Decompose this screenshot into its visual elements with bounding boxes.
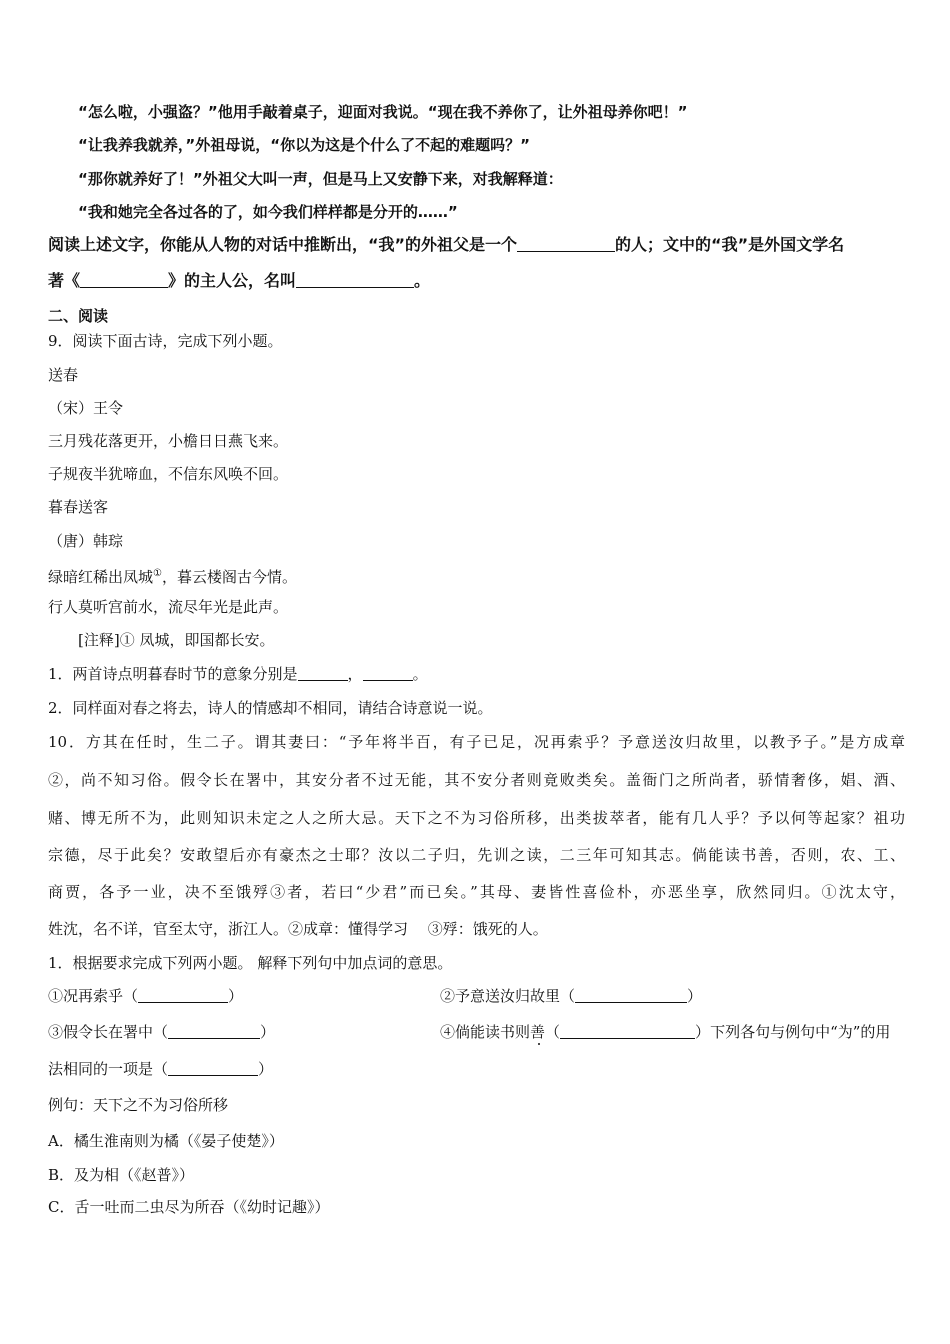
poem-line: 行人莫听宫前水，流尽年光是此声。 xyxy=(48,598,289,616)
text: 》的主人公，名叫 xyxy=(168,271,297,290)
passage-line: 10．方其在任时，生二子。谓其妻曰：“予年将半百，有子已足，况再索乎？予意送汝归故里，以教予子。”是方成章 xyxy=(48,733,905,751)
answer-blank[interactable] xyxy=(298,664,348,681)
answer-blank[interactable] xyxy=(560,1022,695,1039)
answer-blank[interactable] xyxy=(517,235,615,252)
text: 著《 xyxy=(48,271,81,290)
answer-blank[interactable] xyxy=(575,986,687,1003)
text: ②予意送汝归故里（ xyxy=(440,987,576,1005)
item-col2 xyxy=(440,986,702,1006)
dialogue-line: “我和她完全各过各的了，如今我们样样都是分开的……” xyxy=(78,203,458,221)
q9-intro: 9．阅读下面古诗，完成下列小题。 xyxy=(48,332,283,350)
text: 法相同的一项是（ xyxy=(48,1060,169,1078)
text: ①况再索乎（ xyxy=(48,987,139,1005)
dialogue-line: “那你就养好了！”外祖父大叫一声，但是马上又安静下来，对我解释道： xyxy=(78,170,563,188)
item-col2: ④倘能读书则善（ ）下列各句与例句中“为”的用 xyxy=(440,1023,891,1041)
passage-line: 赌、博无所不为，此则知识未定之人之所大忌。天下之不为习俗所移，出类拔萃者，能有几人乎？予以何等起家？祖功 xyxy=(48,809,905,827)
q9-sub1 xyxy=(48,664,428,684)
option-c[interactable]: C．舌一吐而二虫尽为所吞（《幼时记趣》） xyxy=(48,1198,330,1216)
poem-author: （唐）韩琮 xyxy=(48,532,124,550)
text: 。 xyxy=(412,665,428,683)
q10-sub1: 1．根据要求完成下列两小题。 解释下列句中加点词的意思。 xyxy=(48,954,453,972)
passage-line: 姓沈，名不详，官至太守，浙江人。②成章：懂得学习 ③殍：饿死的人。 xyxy=(48,920,548,938)
text: ） xyxy=(260,1023,276,1041)
answer-blank[interactable] xyxy=(80,271,168,288)
poem-title: 送春 xyxy=(48,366,79,384)
dotted-word: 善 xyxy=(530,1023,546,1041)
text: ） xyxy=(695,1023,711,1041)
footnote-mark: ① xyxy=(153,568,162,579)
section-heading: 二、阅读 xyxy=(48,307,109,325)
text: ） xyxy=(258,1060,274,1078)
text: ④倘能读书则 xyxy=(440,1023,531,1041)
text: 1．两首诗点明暮春时节的意象分别是 xyxy=(48,665,298,683)
annotation: [注释]① 凤城，即国都长安。 xyxy=(78,631,275,649)
poem-title: 暮春送客 xyxy=(48,498,109,516)
item-row xyxy=(48,986,908,1006)
poem-author: （宋）王令 xyxy=(48,399,124,417)
dialogue-line: “让我养我就养，”外祖母说，“你以为这是个什么了不起的难题吗？” xyxy=(78,136,530,154)
passage-line: 宗德，尽于此矣？安敢望后亦有豪杰之士耶？汝以二子归，先训之读，二三年可知其志。倘能读书善，否则，农、工、 xyxy=(48,846,905,864)
passage-line: 商贾，各予一业，决不至饿殍③者，若曰“少君”而已矣。”其母、妻皆性喜俭朴，亦恶坐享，欣然同归。①沈太守， xyxy=(48,883,905,901)
q8-line2 xyxy=(48,271,430,291)
q9-sub2: 2．同样面对春之将去，诗人的情感却不相同，请结合诗意说一说。 xyxy=(48,699,493,717)
text: ） xyxy=(228,987,244,1005)
text: ） xyxy=(687,987,703,1005)
item-row xyxy=(48,1059,273,1079)
text: ③假令长在署中（ xyxy=(48,1023,169,1041)
answer-blank[interactable] xyxy=(138,986,228,1003)
answer-blank[interactable] xyxy=(363,664,413,681)
text: 下列各句与例句中“为”的用 xyxy=(710,1023,891,1041)
poem-line: 三月残花落更开，小檐日日燕飞来。 xyxy=(48,432,289,450)
item-row xyxy=(48,1022,908,1042)
poem-line xyxy=(48,564,297,587)
option-a[interactable]: A．橘生淮南则为橘（《晏子使楚》） xyxy=(48,1132,284,1150)
poem-line: 子规夜半犹啼血，不信东风唤不回。 xyxy=(48,465,289,483)
passage-line: ②，尚不知习俗。假令长在署中，其安分者不过无能，其不安分者则竟败类矣。盖衙门之所尚者，骄情奢侈，娼、酒、 xyxy=(48,771,905,789)
q8-line1 xyxy=(48,235,844,255)
text: 绿暗红稀出凤城 xyxy=(48,568,154,586)
answer-blank[interactable] xyxy=(168,1022,260,1039)
text: 的人；文中的“我”是外国文学名 xyxy=(615,235,845,254)
answer-blank[interactable] xyxy=(296,271,414,288)
text: 阅读上述文字，你能从人物的对话中推断出，“我”的外祖父是一个 xyxy=(48,235,518,254)
dialogue-line: “怎么啦，小强盗？”他用手敲着桌子，迎面对我说。“现在我不养你了，让外祖母养你吧！” xyxy=(78,103,688,121)
text: 。 xyxy=(414,271,431,290)
text: ，暮云楼阁古今情。 xyxy=(161,568,297,586)
option-b[interactable]: B．及为相（《赵普》） xyxy=(48,1166,195,1184)
answer-blank[interactable] xyxy=(168,1059,258,1076)
example-sentence: 例句：天下之不为习俗所移 xyxy=(48,1096,229,1114)
text: ， xyxy=(347,665,363,683)
